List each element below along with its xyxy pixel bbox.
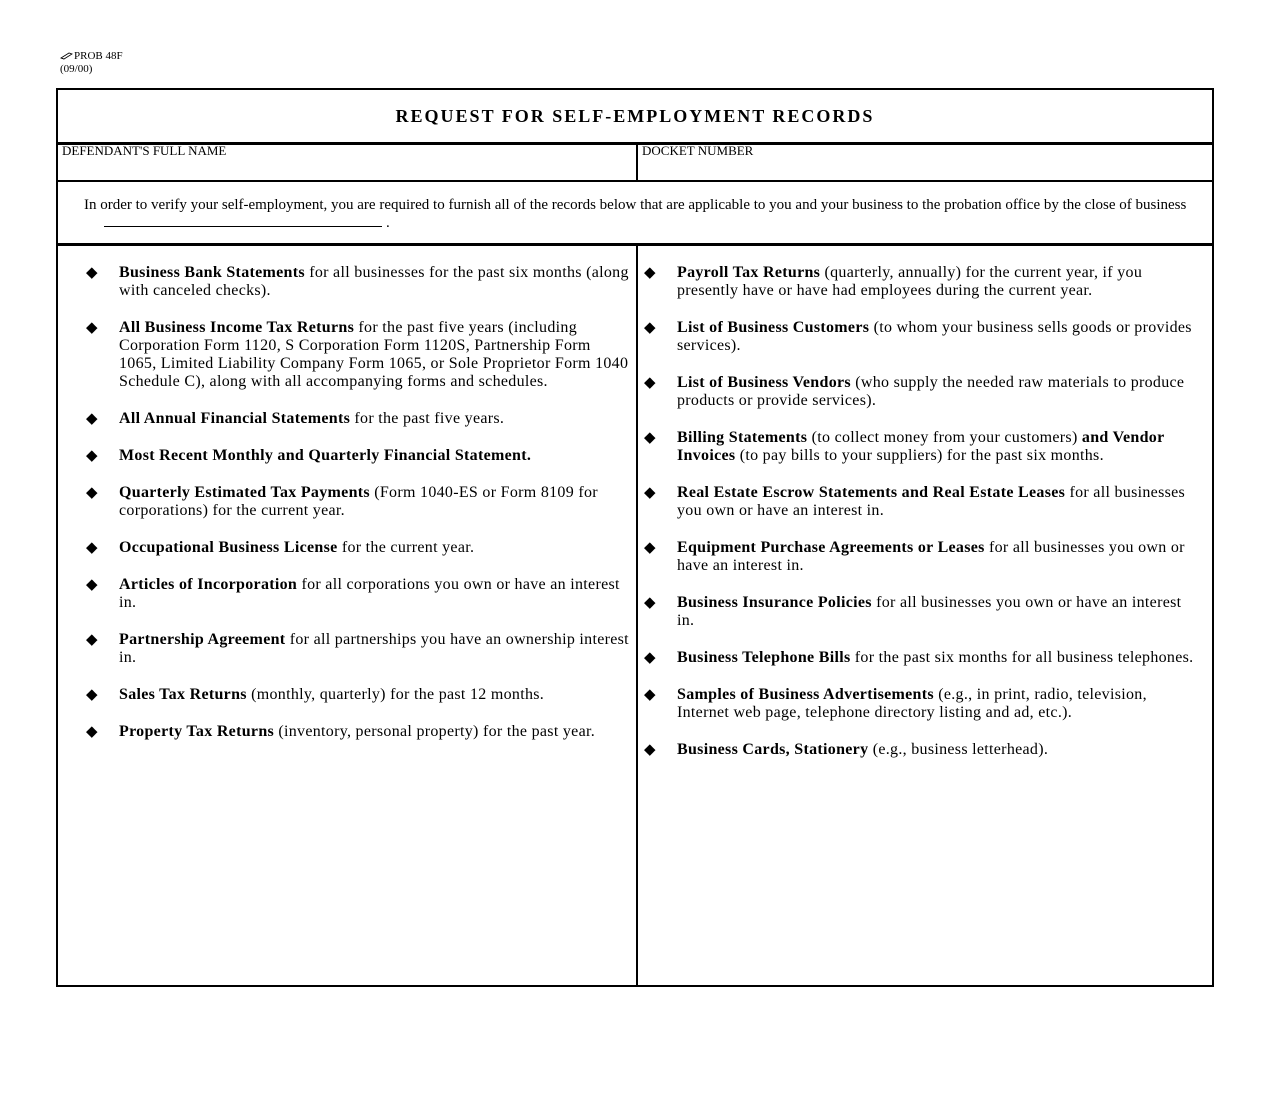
record-name: Most Recent Monthly and Quarterly Financial Statement. <box>119 447 532 464</box>
docket-number-field[interactable] <box>638 142 1212 180</box>
defendant-name-field[interactable] <box>58 142 638 180</box>
record-name: Business Cards, Stationery <box>677 741 869 758</box>
record-description: (e.g., business letterhead). <box>868 741 1049 758</box>
record-item <box>86 576 631 612</box>
record-name: Billing Statements <box>677 429 808 446</box>
diamond-bullet-icon: ◆ <box>644 430 656 446</box>
diamond-bullet-icon: ◆ <box>644 687 656 703</box>
deadline-blank[interactable] <box>104 214 382 227</box>
right-records-list <box>644 264 1199 778</box>
record-item <box>86 723 631 741</box>
diamond-bullet-icon: ◆ <box>644 742 656 758</box>
record-item <box>644 484 1199 520</box>
record-item <box>644 429 1199 465</box>
record-name: Sales Tax Returns <box>119 686 247 703</box>
diamond-bullet-icon: ◆ <box>86 724 98 740</box>
diamond-bullet-icon: ◆ <box>644 540 656 556</box>
diamond-bullet-icon: ◆ <box>644 375 656 391</box>
record-name: Business Insurance Policies <box>677 594 872 611</box>
record-name: Occupational Business License <box>119 539 338 556</box>
record-item <box>86 631 631 667</box>
docket-number-label: DOCKET NUMBER <box>642 143 754 158</box>
record-item <box>644 594 1199 630</box>
records-lists <box>58 246 1212 985</box>
record-description: (monthly, quarterly) for the past 12 months. <box>246 686 545 703</box>
diamond-bullet-icon: ◆ <box>86 448 98 464</box>
record-item <box>86 319 631 391</box>
request-form <box>56 88 1214 987</box>
record-item <box>86 539 631 557</box>
record-description: for all businesses you own or have an interest in. <box>677 594 1182 629</box>
record-description: (to collect money from your customers) <box>807 429 1078 446</box>
record-description: for all corporations you own or have an interest in. <box>119 576 620 611</box>
record-description: for all businesses you own or have an interest in. <box>677 539 1185 574</box>
diamond-bullet-icon: ◆ <box>86 485 98 501</box>
record-name: All Business Income Tax Returns <box>119 319 355 336</box>
record-description: for the past five years. <box>350 410 505 427</box>
record-name-secondary: and Vendor Invoices <box>677 429 1165 464</box>
record-item <box>86 410 631 428</box>
diamond-bullet-icon: ◆ <box>644 265 656 281</box>
record-item <box>644 264 1199 300</box>
diamond-bullet-icon: ◆ <box>86 632 98 648</box>
diamond-bullet-icon: ◆ <box>86 577 98 593</box>
record-description: (to whom your business sells goods or provides services). <box>677 319 1192 354</box>
record-description: for all businesses for the past six months (along with canceled checks). <box>119 264 629 299</box>
record-item <box>644 649 1199 667</box>
pencil-icon <box>60 52 74 60</box>
record-description: for all partnerships you have an ownership interest in. <box>119 631 629 666</box>
record-name: Quarterly Estimated Tax Payments <box>119 484 370 501</box>
title-box <box>58 90 1212 145</box>
record-name: Business Telephone Bills <box>677 649 851 666</box>
record-name: List of Business Customers <box>677 319 870 336</box>
left-records-list <box>86 264 631 760</box>
record-description: (quarterly, annually) for the current year, if you presently have or have had employees during the current year. <box>677 264 1143 299</box>
record-name: Business Bank Statements <box>119 264 305 281</box>
record-item <box>644 374 1199 410</box>
record-name: Payroll Tax Returns <box>677 264 821 281</box>
diamond-bullet-icon: ◆ <box>86 265 98 281</box>
form-number: PROB 48F <box>74 50 123 62</box>
record-name: List of Business Vendors <box>677 374 851 391</box>
record-description: (inventory, personal property) for the past year. <box>274 723 596 740</box>
record-description: for all businesses you own or have an interest in. <box>677 484 1186 519</box>
diamond-bullet-icon: ◆ <box>86 411 98 427</box>
record-name: Equipment Purchase Agreements or Leases <box>677 539 985 556</box>
record-description: (e.g., in print, radio, television, Internet web page, telephone directory listing and ad, etc.). <box>677 686 1147 721</box>
record-name: Real Estate Escrow Statements and Real Estate Leases <box>677 484 1066 501</box>
record-description: for the past five years (including Corporation Form 1120, S Corporation Form 1120S, Partnership Form 1065, Limited Liability Company Form 1065, or Sole Proprietor Form 1040 Schedule C), along with all accompanying forms and schedules. <box>119 319 629 390</box>
record-item <box>644 686 1199 722</box>
instruction-paragraph <box>58 182 1212 246</box>
record-name: Articles of Incorporation <box>119 576 298 593</box>
instruction-text: In order to verify your self-employment, you are required to furnish all of the records below that are applicable to you and your business to the probation office by the close of business <box>84 197 1187 213</box>
diamond-bullet-icon: ◆ <box>86 687 98 703</box>
identification-row <box>58 142 1212 182</box>
record-description: (who supply the needed raw materials to produce products or provide services). <box>677 374 1185 409</box>
form-title: REQUEST FOR SELF-EMPLOYMENT RECORDS <box>395 105 875 126</box>
diamond-bullet-icon: ◆ <box>644 650 656 666</box>
diamond-bullet-icon: ◆ <box>644 320 656 336</box>
record-item <box>644 319 1199 355</box>
defendant-name-label: DEFENDANT'S FULL NAME <box>62 143 227 158</box>
record-item <box>86 484 631 520</box>
record-name: All Annual Financial Statements <box>119 410 351 427</box>
column-divider <box>636 246 638 985</box>
record-name: Property Tax Returns <box>119 723 275 740</box>
record-description: for the past six months for all business telephones. <box>850 649 1194 666</box>
diamond-bullet-icon: ◆ <box>644 485 656 501</box>
form-identifier <box>60 50 123 76</box>
record-description: for the current year. <box>337 539 475 556</box>
record-item <box>86 264 631 300</box>
diamond-bullet-icon: ◆ <box>644 595 656 611</box>
record-name: Samples of Business Advertisements <box>677 686 934 703</box>
record-item <box>86 447 631 465</box>
record-item <box>644 539 1199 575</box>
diamond-bullet-icon: ◆ <box>86 540 98 556</box>
record-item <box>644 741 1199 759</box>
record-description-secondary: (to pay bills to your suppliers) for the past six months. <box>735 447 1104 464</box>
form-revision: (09/00) <box>60 63 93 75</box>
diamond-bullet-icon: ◆ <box>86 320 98 336</box>
instruction-end: . <box>386 215 390 231</box>
record-item <box>86 686 631 704</box>
record-name: Partnership Agreement <box>119 631 286 648</box>
record-description: (Form 1040-ES or Form 8109 for corporations) for the current year. <box>119 484 598 519</box>
